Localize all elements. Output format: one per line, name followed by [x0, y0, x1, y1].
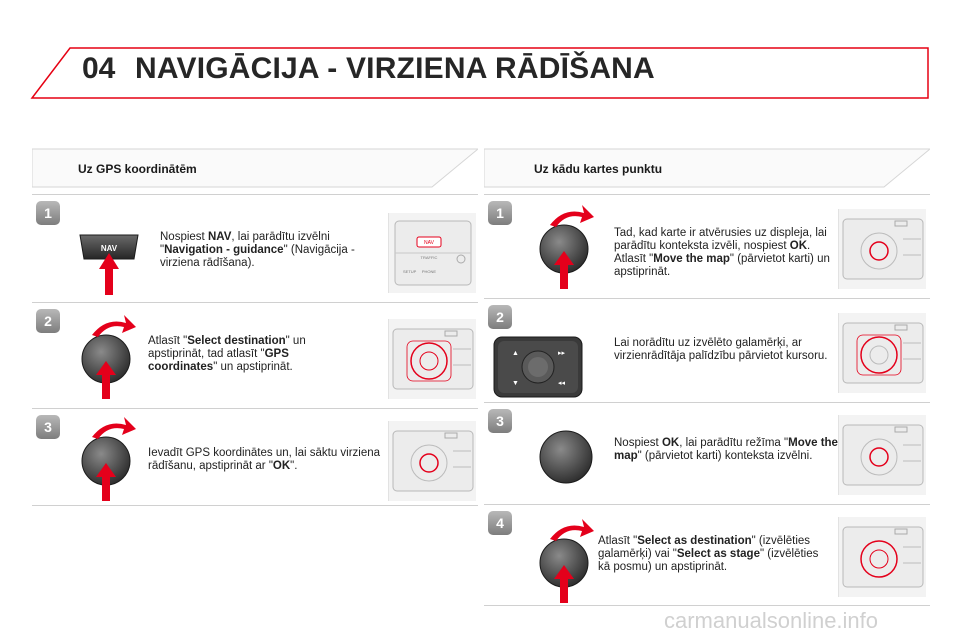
left-step-2 [32, 302, 478, 408]
svg-text:◂◂: ◂◂ [558, 380, 566, 387]
step-text: Atlasīt "Select as destination" (izvēlēties galamērķi) vai "Select as stage" (izvēlēties kā posmu) un apstiprināt. [598, 535, 819, 573]
step-badge: 3 [36, 415, 60, 439]
nav-button-icon [74, 229, 144, 299]
control-panel-thumbnail [838, 415, 926, 495]
svg-text:NAV: NAV [424, 240, 434, 246]
svg-text:PHONE: PHONE [421, 269, 437, 274]
svg-text:SETUP: SETUP [403, 269, 417, 274]
right-step-2 [484, 298, 930, 402]
left-step-1 [32, 194, 478, 302]
svg-text:▲: ▲ [512, 350, 519, 357]
step-text: Atlasīt "Select destination" un apstiprināt, tad atlasīt "GPS coordinates" un apstiprināt. [148, 335, 306, 373]
right-section-heading [484, 148, 930, 188]
step-text: Nospiest NAV, lai parādītu izvēlni "Navigation - guidance" (Navigācija - virziena rādīšana). [160, 231, 355, 269]
control-panel-thumbnail [838, 209, 926, 289]
svg-text:TRAFFIC: TRAFFIC [420, 255, 438, 260]
control-panel-thumbnail [388, 319, 476, 399]
rotary-knob-icon [534, 407, 610, 501]
right-heading-text: Uz kādu kartes punktu [534, 162, 663, 176]
right-step-4 [484, 504, 930, 606]
svg-text:▼: ▼ [512, 380, 519, 387]
left-step-3 [32, 408, 478, 506]
step-text: Ievadīt GPS koordinātes un, lai sāktu virziena rādīšanu, apstiprināt ar "OK". [148, 447, 381, 472]
control-panel-thumbnail [388, 421, 476, 501]
step-badge: 2 [488, 305, 512, 329]
step-badge: 1 [488, 201, 512, 225]
step-badge: 1 [36, 201, 60, 225]
nav-button-label: NAV [100, 244, 118, 253]
left-heading-text: Uz GPS koordinātēm [78, 162, 197, 176]
step-badge: 2 [36, 309, 60, 333]
rotary-knob-icon [74, 415, 150, 505]
step-badge: 4 [488, 511, 512, 535]
page-title: NAVIGĀCIJA - VIRZIENA RĀDĪŠANA [135, 52, 655, 85]
rotary-knob-icon [532, 515, 608, 607]
rotary-knob-icon [74, 313, 150, 403]
svg-text:▸▸: ▸▸ [558, 350, 566, 357]
step-text: Lai norādītu uz izvēlēto galamērķi, ar virzienrādītāja palīdzību pārvietot kursoru. [614, 337, 828, 362]
step-badge: 3 [488, 409, 512, 433]
radio-panel-thumbnail [388, 213, 476, 293]
rotary-knob-icon [532, 203, 608, 293]
right-step-3 [484, 402, 930, 504]
chapter-number: 04 [82, 52, 116, 85]
control-panel-thumbnail [838, 313, 926, 393]
left-section-heading [32, 148, 478, 188]
step-text: Tad, kad karte ir atvērusies uz displeja, lai parādītu konteksta izvēli, nospiest OK. Atlasīt "Move the map" (pārvietot karti) un apstiprināt. [614, 227, 830, 278]
step-text: Nospiest OK, lai parādītu režīma "Move the map" (pārvietot karti) konteksta izvēlni. [614, 437, 838, 462]
right-step-1 [484, 194, 930, 298]
control-panel-thumbnail [838, 517, 926, 597]
directional-pad-icon [492, 335, 584, 399]
watermark: carmanualsonline.info [664, 608, 879, 633]
